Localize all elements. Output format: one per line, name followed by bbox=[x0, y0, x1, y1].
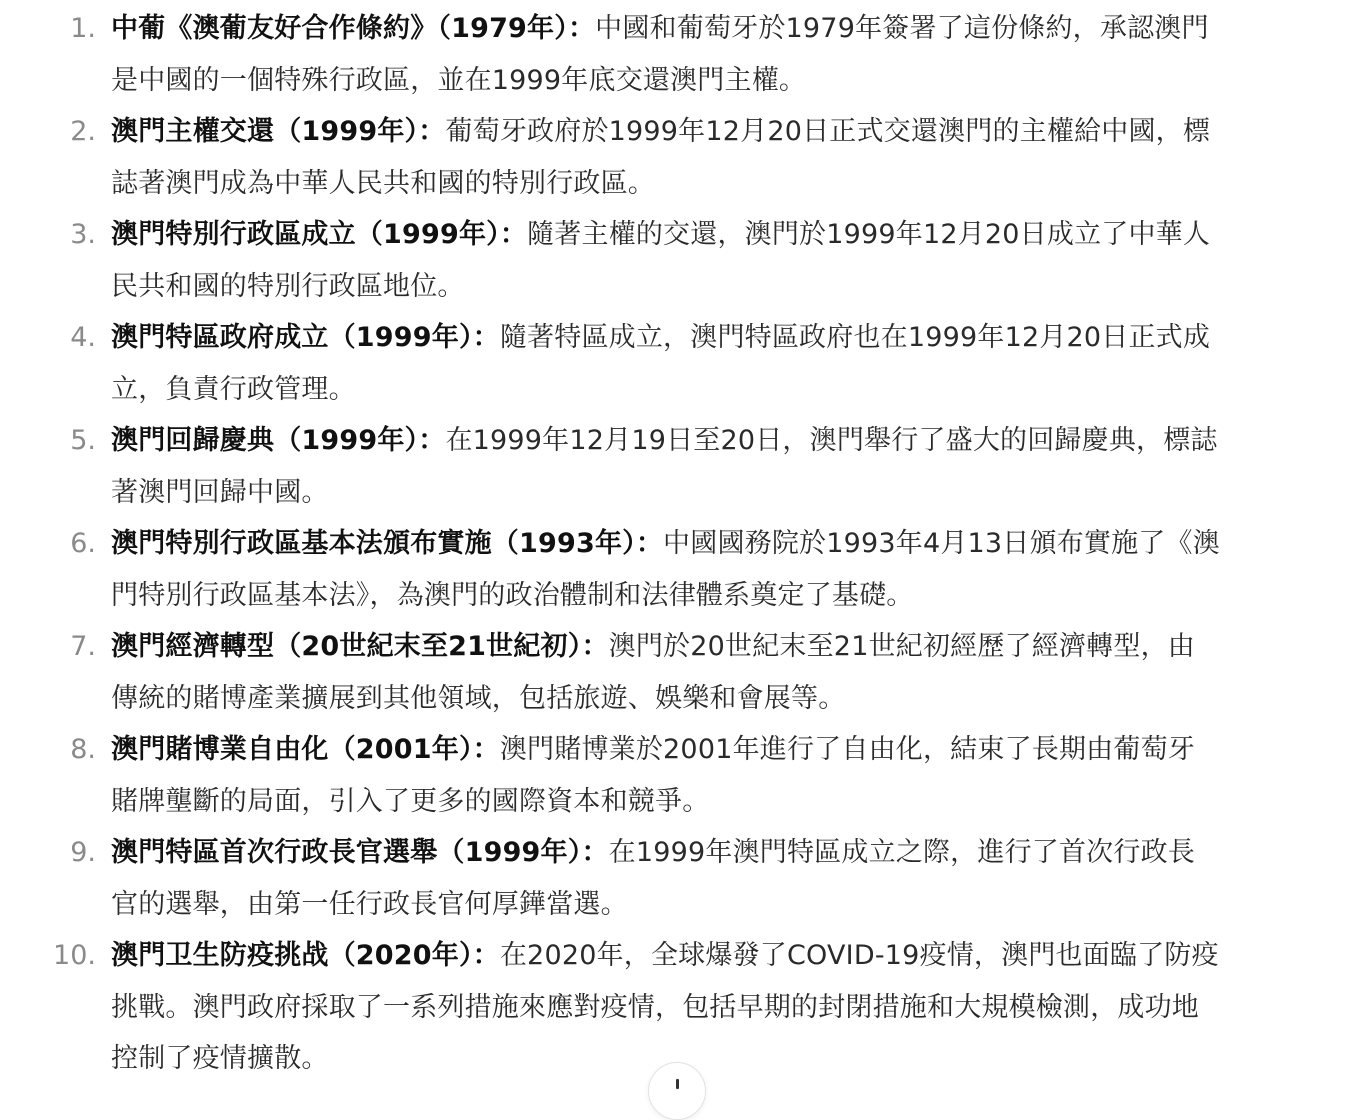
item-body: 澳門於20世紀末至21世紀初經歷了經濟轉型，由傳統的賭博產業擴展到其他領域，包括旅遊、娛樂和會展等。 bbox=[111, 631, 1195, 714]
list-number: 9. bbox=[70, 837, 96, 868]
list-item-text bbox=[111, 621, 1221, 724]
item-body: 澳門賭博業於2001年進行了自由化，結束了長期由葡萄牙賭牌壟斷的局面，引入了更多的國際資本和競爭。 bbox=[111, 734, 1195, 817]
list-item-text bbox=[111, 827, 1221, 930]
item-title: 澳門經濟轉型（20世紀末至21世紀初）： bbox=[111, 631, 609, 662]
list-item bbox=[0, 518, 1366, 621]
list-number: 6. bbox=[70, 528, 96, 559]
item-title: 中葡《澳葡友好合作條約》（1979年）： bbox=[111, 13, 596, 44]
list-number: 5. bbox=[70, 425, 96, 456]
item-title: 澳門特區首次行政長官選舉（1999年）： bbox=[111, 837, 609, 868]
item-title: 澳門特區政府成立（1999年）： bbox=[111, 322, 500, 353]
item-body: 隨著主權的交還，澳門於1999年12月20日成立了中華人民共和國的特別行政區地位。 bbox=[111, 219, 1211, 302]
list-item-text bbox=[111, 415, 1221, 518]
item-body: 隨著特區成立，澳門特區政府也在1999年12月20日正式成立，負責行政管理。 bbox=[111, 322, 1211, 405]
list-item-text bbox=[111, 312, 1221, 415]
list-item bbox=[0, 3, 1366, 106]
list-number: 4. bbox=[70, 322, 96, 353]
list-item bbox=[0, 724, 1366, 827]
list-item bbox=[0, 621, 1366, 724]
list-number: 1. bbox=[70, 13, 96, 44]
list-item-text bbox=[111, 518, 1221, 621]
item-title: 澳門主權交還（1999年）： bbox=[111, 116, 446, 147]
list-item bbox=[0, 209, 1366, 312]
scroll-down-button[interactable] bbox=[648, 1062, 706, 1120]
list-item-text bbox=[111, 209, 1221, 312]
list-number: 2. bbox=[70, 116, 96, 147]
item-body: 葡萄牙政府於1999年12月20日正式交還澳門的主權給中國，標誌著澳門成為中華人民共和國的特別行政區。 bbox=[111, 116, 1211, 199]
item-body: 在1999年12月19日至20日，澳門舉行了盛大的回歸慶典，標誌著澳門回歸中國。 bbox=[111, 425, 1218, 508]
list-item bbox=[0, 827, 1366, 930]
item-title: 澳門特別行政區成立（1999年）： bbox=[111, 219, 528, 250]
item-body: 中國和葡萄牙於1979年簽署了這份條約，承認澳門是中國的一個特殊行政區，並在1999年底交還澳門主權。 bbox=[111, 13, 1209, 96]
list-number: 7. bbox=[70, 631, 96, 662]
item-title: 澳門卫生防疫挑战（2020年）： bbox=[111, 940, 500, 971]
list-item bbox=[0, 930, 1366, 1085]
list-item bbox=[0, 415, 1366, 518]
list-number: 3. bbox=[70, 219, 96, 250]
item-body: 在1999年澳門特區成立之際，進行了首次行政長官的選舉，由第一任行政長官何厚鏵當選。 bbox=[111, 837, 1195, 920]
list-item bbox=[0, 106, 1366, 209]
list-item-text bbox=[111, 930, 1221, 1085]
item-title: 澳門回歸慶典（1999年）： bbox=[111, 425, 446, 456]
list-number: 10. bbox=[53, 940, 96, 971]
item-body: 中國國務院於1993年4月13日頒布實施了《澳門特別行政區基本法》，為澳門的政治體制和法律體系奠定了基礎。 bbox=[111, 528, 1220, 611]
item-title: 澳門特別行政區基本法頒布實施（1993年）： bbox=[111, 528, 664, 559]
item-title: 澳門賭博業自由化（2001年）： bbox=[111, 734, 500, 765]
list-number: 8. bbox=[70, 734, 96, 765]
list-item-text bbox=[111, 3, 1221, 106]
list-item-text bbox=[111, 106, 1221, 209]
list-item-text bbox=[111, 724, 1221, 827]
item-body: 在2020年，全球爆發了COVID-19疫情，澳門也面臨了防疫挑戰。澳門政府採取了一系列措施來應對疫情，包括早期的封閉措施和大規模檢測，成功地控制了疫情擴散。 bbox=[111, 940, 1219, 1074]
list-item bbox=[0, 312, 1366, 415]
